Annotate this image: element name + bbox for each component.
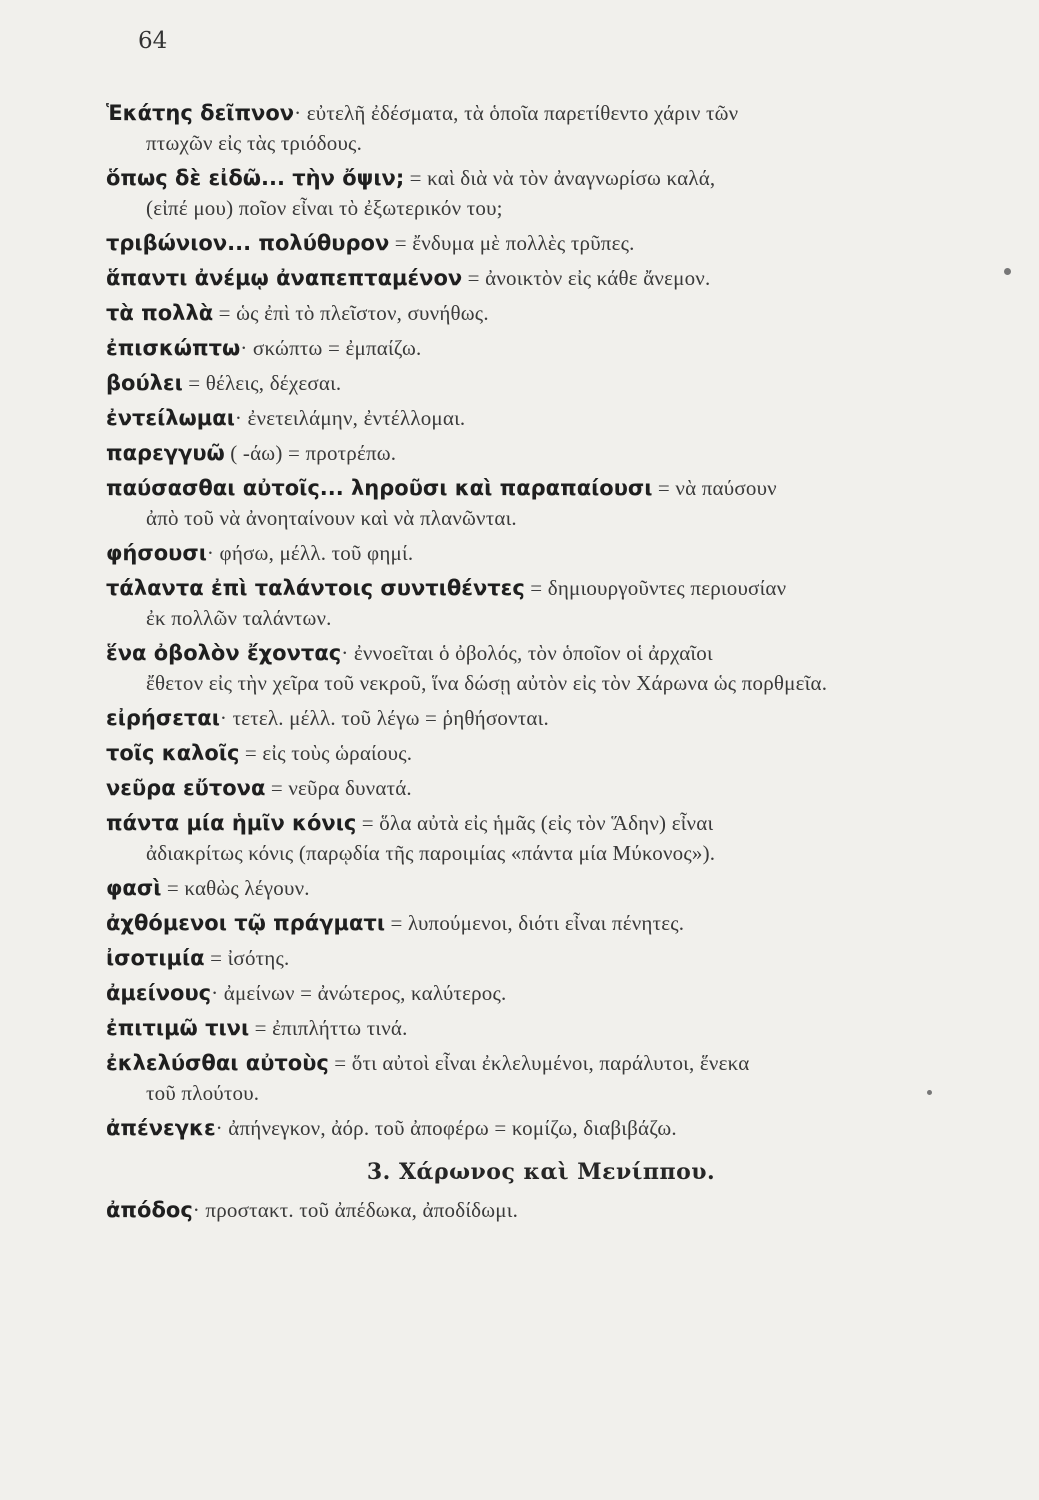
entry-definition: = ἰσότης. [204,946,290,970]
glossary-entry [106,98,976,158]
glossary-entry [106,573,976,633]
entry-term: ἐκλελύσθαι αὐτοὺς [106,1051,329,1075]
glossary-entry [106,403,976,433]
entry-term: πάντα μία ἡμῖν κόνις [106,811,357,835]
entry-term: ἀπένεγκε [106,1116,216,1140]
glossary-entry [106,943,976,973]
entry-term: ἰσοτιμία [106,946,205,970]
entry-term: ἀμείνους [106,981,212,1005]
glossary-entry [106,263,976,293]
section-heading: 3. Χάρωνος καὶ Μενίππου. [366,1159,716,1185]
glossary-entry [106,1113,976,1143]
glossary-entry [106,638,976,698]
entry-term: ἐντείλωμαι [106,406,235,430]
entry-definition: = ὅτι αὐτοὶ εἶναι ἐκλελυμένοι, παράλυτοι, ἕνεκα [328,1051,750,1075]
entry-definition: = νεῦρα δυνατά. [265,776,412,800]
entry-definition: = καθὼς λέγουν. [161,876,310,900]
entry-term: τοῖς καλοῖς [106,741,240,765]
entry-continuation: τοῦ πλούτου. [146,1081,260,1105]
page-number: 64 [138,28,168,54]
entry-definition: = νὰ παύσουν [652,476,777,500]
glossary-entry [106,473,976,533]
entry-term: παύσασθαι αὐτοῖς... ληροῦσι καὶ παραπαίουσι [106,476,653,500]
glossary-entry [106,1013,976,1043]
entry-term: βούλει [106,371,183,395]
glossary-entry [106,978,976,1008]
entry-definition: = ὡς ἐπὶ τὸ πλεῖστον, συνήθως. [213,301,489,325]
entry-definition: = ἔνδυμα μὲ πολλὲς τρῦπες. [389,231,635,255]
entry-term: νεῦρα εὔτονα [106,776,266,800]
entry-term: ἕνα ὀβολὸν ἔχοντας [106,641,342,665]
entry-continuation: (εἰπέ μου) ποῖον εἶναι τὸ ἐξωτερικόν του; [146,196,503,220]
entry-definition: · τετελ. μέλλ. τοῦ λέγω = ῥηθήσονται. [219,706,549,730]
entry-continuation: πτωχῶν εἰς τὰς τριόδους. [146,131,363,155]
entry-term: φήσουσι [106,541,207,565]
glossary-entry [106,368,976,398]
entry-definition: · σκώπτω = ἐμπαίζω. [240,336,422,360]
entry-definition: · ἐννοεῖται ὁ ὀβολός, τὸν ὁποῖον οἱ ἀρχαῖοι [341,641,713,665]
entry-definition: · φήσω, μέλλ. τοῦ φημί. [206,541,414,565]
margin-dot [1004,268,1011,275]
entry-term: παρεγγυῶ [106,441,225,465]
entry-definition: · προστακτ. τοῦ ἀπέδωκα, ἀποδίδωμι. [192,1198,519,1222]
entry-term: τάλαντα ἐπὶ ταλάντοις συντιθέντες [106,576,525,600]
entry-definition: · εὐτελῆ ἐδέσματα, τὰ ὁποῖα παρετίθεντο χάριν τῶν [294,101,739,125]
glossary-entry [106,538,976,568]
glossary-entry [106,808,976,868]
entry-continuation: ἀπὸ τοῦ νὰ ἀνοηταίνουν καὶ νὰ πλανῶνται. [146,506,517,530]
entry-continuation: ἀδιακρίτως κόνις (παρῳδία τῆς παροιμίας «πάντα μία Μύκονος»). [146,841,716,865]
entry-term: τριβώνιον... πολύθυρον [106,231,390,255]
entry-definition: = ἀνοικτὸν εἰς κάθε ἄνεμον. [462,266,711,290]
entry-definition: = εἰς τοὺς ὡραίους. [239,741,413,765]
glossary-entry [106,298,976,328]
entry-definition: = δημιουργοῦντες περιουσίαν [524,576,787,600]
entry-continuation: ἔθετον εἰς τὴν χεῖρα τοῦ νεκροῦ, ἵνα δώσῃ αὐτὸν εἰς τὸν Χάρωνα ὡς πορθμεῖα. [146,671,828,695]
glossary-entry [106,1048,976,1108]
entry-term: ἐπισκώπτω [106,336,241,360]
glossary-entry [106,738,976,768]
glossary-entry [106,228,976,258]
entry-term: ἐπιτιμῶ τινι [106,1016,250,1040]
glossary-entry [106,333,976,363]
entry-term: εἰρήσεται [106,706,220,730]
entry-term: τὰ πολλὰ [106,301,214,325]
glossary-entry [106,908,976,938]
entry-definition: = ἐπιπλήττω τινά. [249,1016,408,1040]
entry-definition: = καὶ διὰ νὰ τὸν ἀναγνωρίσω καλά, [404,166,716,190]
entry-definition: = ὅλα αὐτὰ εἰς ἡμᾶς (εἰς τὸν Ἅδην) εἶναι [356,811,714,835]
entry-definition: · ἐνετειλάμην, ἐντέλλομαι. [234,406,466,430]
entry-continuation: ἐκ πολλῶν ταλάντων. [146,606,332,630]
glossary-entry [106,438,976,468]
entry-definition: · ἀπήνεγκον, ἀόρ. τοῦ ἀποφέρω = κομίζω, διαβιβάζω. [215,1116,677,1140]
entry-definition: = λυπούμενοι, διότι εἶναι πένητες. [385,911,685,935]
entry-definition: · ἀμείνων = ἀνώτερος, καλύτερος. [211,981,507,1005]
glossary-entry [106,163,976,223]
glossary-entries [106,98,976,1230]
entry-term: ἅπαντι ἀνέμῳ ἀναπεπταμένον [106,266,463,290]
glossary-entry [106,703,976,733]
glossary-entry [106,873,976,903]
entry-definition: = θέλεις, δέχεσαι. [182,371,342,395]
entry-definition: ( -άω) = προτρέπω. [224,441,397,465]
entry-term: ἀχθόμενοι τῷ πράγματι [106,911,385,935]
glossary-entry [106,1195,976,1225]
glossary-entry [106,773,976,803]
entry-term: φασὶ [106,876,162,900]
entry-term: ὅπως δὲ εἰδῶ... τὴν ὄψιν; [106,166,405,190]
entry-term: ἀπόδος [106,1198,193,1222]
entry-term: Ἑκάτης δεῖπνον [106,101,295,125]
